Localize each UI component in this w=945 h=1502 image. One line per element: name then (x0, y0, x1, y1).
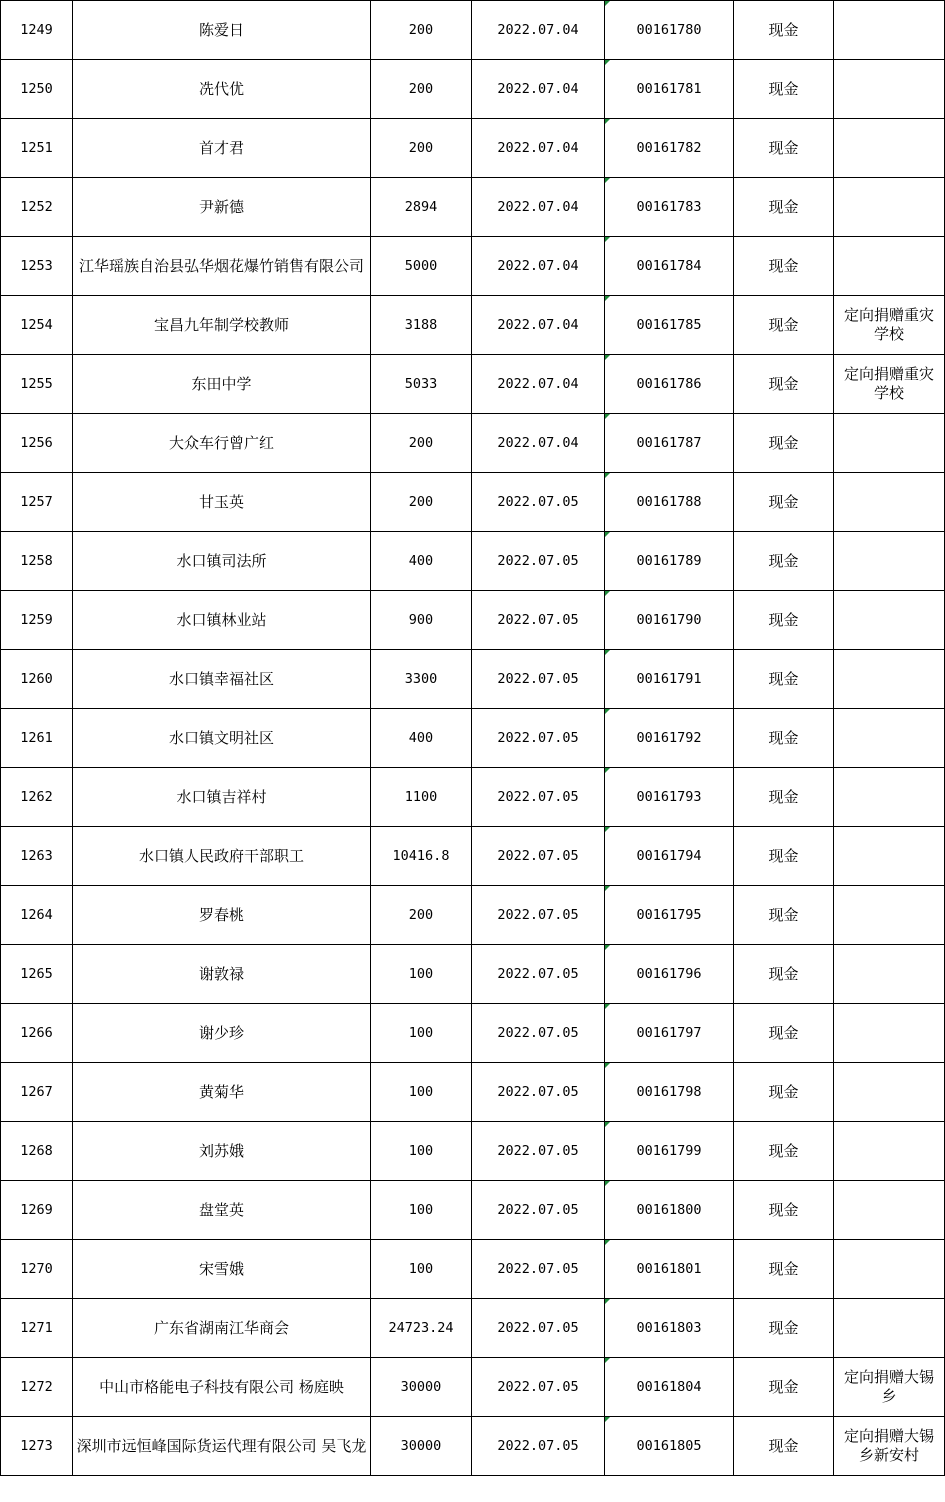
table-row (1, 1240, 945, 1299)
receipt-number-cell: 00161803 (605, 1299, 734, 1358)
donor-name-cell: 广东省湖南江华商会 (73, 1299, 371, 1358)
date-cell: 2022.07.05 (472, 768, 605, 827)
amount-cell: 200 (371, 473, 472, 532)
row-number-cell: 1267 (1, 1063, 73, 1122)
date-cell: 2022.07.05 (472, 1181, 605, 1240)
receipt-number-cell: 00161781 (605, 60, 734, 119)
amount-cell: 200 (371, 414, 472, 473)
payment-method-cell: 现金 (734, 1004, 834, 1063)
amount-cell: 30000 (371, 1358, 472, 1417)
note-cell: 定向捐赠大锡乡新安村 (834, 1417, 945, 1476)
row-number-cell: 1271 (1, 1299, 73, 1358)
table-row (1, 1181, 945, 1240)
date-cell: 2022.07.05 (472, 1004, 605, 1063)
date-cell: 2022.07.05 (472, 1063, 605, 1122)
donor-name-cell: 陈爱日 (73, 1, 371, 60)
receipt-number-cell: 00161790 (605, 591, 734, 650)
row-number-cell: 1260 (1, 650, 73, 709)
row-number-cell: 1265 (1, 945, 73, 1004)
row-number-cell: 1253 (1, 237, 73, 296)
date-cell: 2022.07.04 (472, 60, 605, 119)
amount-cell: 24723.24 (371, 1299, 472, 1358)
date-cell: 2022.07.04 (472, 296, 605, 355)
donor-name-cell: 水口镇人民政府干部职工 (73, 827, 371, 886)
amount-cell: 400 (371, 709, 472, 768)
amount-cell: 5000 (371, 237, 472, 296)
amount-cell: 2894 (371, 178, 472, 237)
note-cell (834, 1181, 945, 1240)
date-cell: 2022.07.04 (472, 355, 605, 414)
receipt-number-cell: 00161791 (605, 650, 734, 709)
donor-name-cell: 东田中学 (73, 355, 371, 414)
amount-cell: 10416.8 (371, 827, 472, 886)
note-cell (834, 1063, 945, 1122)
note-cell (834, 886, 945, 945)
donor-name-cell: 甘玉英 (73, 473, 371, 532)
amount-cell: 30000 (371, 1417, 472, 1476)
amount-cell: 200 (371, 1, 472, 60)
payment-method-cell: 现金 (734, 237, 834, 296)
date-cell: 2022.07.05 (472, 886, 605, 945)
date-cell: 2022.07.05 (472, 532, 605, 591)
receipt-number-cell: 00161784 (605, 237, 734, 296)
receipt-number-cell: 00161795 (605, 886, 734, 945)
row-number-cell: 1259 (1, 591, 73, 650)
table-row (1, 1417, 945, 1476)
donor-name-cell: 中山市格能电子科技有限公司 杨庭映 (73, 1358, 371, 1417)
date-cell: 2022.07.05 (472, 945, 605, 1004)
receipt-number-cell: 00161780 (605, 1, 734, 60)
row-number-cell: 1249 (1, 1, 73, 60)
note-cell (834, 1122, 945, 1181)
row-number-cell: 1254 (1, 296, 73, 355)
payment-method-cell: 现金 (734, 1181, 834, 1240)
donor-name-cell: 刘苏娥 (73, 1122, 371, 1181)
receipt-number-cell: 00161792 (605, 709, 734, 768)
donor-name-cell: 冼代优 (73, 60, 371, 119)
payment-method-cell: 现金 (734, 60, 834, 119)
date-cell: 2022.07.05 (472, 827, 605, 886)
row-number-cell: 1252 (1, 178, 73, 237)
date-cell: 2022.07.04 (472, 119, 605, 178)
amount-cell: 3188 (371, 296, 472, 355)
row-number-cell: 1251 (1, 119, 73, 178)
donor-name-cell: 大众车行曾广红 (73, 414, 371, 473)
receipt-number-cell: 00161798 (605, 1063, 734, 1122)
row-number-cell: 1268 (1, 1122, 73, 1181)
payment-method-cell: 现金 (734, 709, 834, 768)
amount-cell: 200 (371, 886, 472, 945)
payment-method-cell: 现金 (734, 414, 834, 473)
note-cell (834, 1240, 945, 1299)
table-row (1, 473, 945, 532)
payment-method-cell: 现金 (734, 119, 834, 178)
donor-name-cell: 黄菊华 (73, 1063, 371, 1122)
receipt-number-cell: 00161801 (605, 1240, 734, 1299)
amount-cell: 3300 (371, 650, 472, 709)
date-cell: 2022.07.05 (472, 1122, 605, 1181)
payment-method-cell: 现金 (734, 1299, 834, 1358)
note-cell (834, 1299, 945, 1358)
row-number-cell: 1256 (1, 414, 73, 473)
donor-name-cell: 宋雪娥 (73, 1240, 371, 1299)
row-number-cell: 1263 (1, 827, 73, 886)
note-cell (834, 119, 945, 178)
table-row (1, 1063, 945, 1122)
amount-cell: 400 (371, 532, 472, 591)
date-cell: 2022.07.05 (472, 1240, 605, 1299)
date-cell: 2022.07.04 (472, 1, 605, 60)
row-number-cell: 1266 (1, 1004, 73, 1063)
donor-name-cell: 水口镇幸福社区 (73, 650, 371, 709)
payment-method-cell: 现金 (734, 473, 834, 532)
note-cell (834, 473, 945, 532)
receipt-number-cell: 00161789 (605, 532, 734, 591)
table-row (1, 119, 945, 178)
table-row (1, 1004, 945, 1063)
receipt-number-cell: 00161800 (605, 1181, 734, 1240)
payment-method-cell: 现金 (734, 945, 834, 1004)
donor-name-cell: 首才君 (73, 119, 371, 178)
row-number-cell: 1261 (1, 709, 73, 768)
payment-method-cell: 现金 (734, 1358, 834, 1417)
donor-name-cell: 宝昌九年制学校教师 (73, 296, 371, 355)
note-cell (834, 768, 945, 827)
payment-method-cell: 现金 (734, 827, 834, 886)
receipt-number-cell: 00161799 (605, 1122, 734, 1181)
donor-name-cell: 罗春桃 (73, 886, 371, 945)
note-cell (834, 827, 945, 886)
amount-cell: 100 (371, 1063, 472, 1122)
row-number-cell: 1257 (1, 473, 73, 532)
note-cell (834, 591, 945, 650)
payment-method-cell: 现金 (734, 1417, 834, 1476)
donor-name-cell: 谢少珍 (73, 1004, 371, 1063)
donor-name-cell: 谢敦禄 (73, 945, 371, 1004)
note-cell (834, 945, 945, 1004)
note-cell (834, 1004, 945, 1063)
donor-name-cell: 盘堂英 (73, 1181, 371, 1240)
table-row (1, 532, 945, 591)
receipt-number-cell: 00161796 (605, 945, 734, 1004)
payment-method-cell: 现金 (734, 1, 834, 60)
donor-name-cell: 江华瑶族自治县弘华烟花爆竹销售有限公司 (73, 237, 371, 296)
table-row (1, 1358, 945, 1417)
row-number-cell: 1255 (1, 355, 73, 414)
note-cell (834, 650, 945, 709)
table-row (1, 709, 945, 768)
row-number-cell: 1273 (1, 1417, 73, 1476)
amount-cell: 900 (371, 591, 472, 650)
row-number-cell: 1258 (1, 532, 73, 591)
row-number-cell: 1269 (1, 1181, 73, 1240)
receipt-number-cell: 00161788 (605, 473, 734, 532)
donor-name-cell: 水口镇司法所 (73, 532, 371, 591)
receipt-number-cell: 00161804 (605, 1358, 734, 1417)
table-row (1, 355, 945, 414)
note-cell (834, 1, 945, 60)
payment-method-cell: 现金 (734, 1240, 834, 1299)
amount-cell: 5033 (371, 355, 472, 414)
amount-cell: 100 (371, 1004, 472, 1063)
amount-cell: 100 (371, 1181, 472, 1240)
date-cell: 2022.07.05 (472, 1417, 605, 1476)
payment-method-cell: 现金 (734, 532, 834, 591)
table-body (1, 1, 945, 1476)
note-cell (834, 178, 945, 237)
date-cell: 2022.07.05 (472, 1299, 605, 1358)
table-row (1, 60, 945, 119)
note-cell (834, 709, 945, 768)
table-row (1, 237, 945, 296)
table-row (1, 768, 945, 827)
row-number-cell: 1262 (1, 768, 73, 827)
donor-name-cell: 水口镇文明社区 (73, 709, 371, 768)
row-number-cell: 1272 (1, 1358, 73, 1417)
receipt-number-cell: 00161787 (605, 414, 734, 473)
receipt-number-cell: 00161797 (605, 1004, 734, 1063)
donor-name-cell: 水口镇林业站 (73, 591, 371, 650)
note-cell (834, 60, 945, 119)
payment-method-cell: 现金 (734, 178, 834, 237)
amount-cell: 200 (371, 60, 472, 119)
receipt-number-cell: 00161793 (605, 768, 734, 827)
amount-cell: 100 (371, 1122, 472, 1181)
date-cell: 2022.07.05 (472, 1358, 605, 1417)
donor-name-cell: 尹新德 (73, 178, 371, 237)
table-row (1, 591, 945, 650)
date-cell: 2022.07.05 (472, 709, 605, 768)
note-cell (834, 414, 945, 473)
table-row (1, 827, 945, 886)
payment-method-cell: 现金 (734, 768, 834, 827)
payment-method-cell: 现金 (734, 886, 834, 945)
table-row (1, 1299, 945, 1358)
table-row (1, 414, 945, 473)
note-cell: 定向捐赠重灾学校 (834, 296, 945, 355)
receipt-number-cell: 00161785 (605, 296, 734, 355)
donor-name-cell: 深圳市远恒峰国际货运代理有限公司 吴飞龙 (73, 1417, 371, 1476)
receipt-number-cell: 00161786 (605, 355, 734, 414)
receipt-number-cell: 00161782 (605, 119, 734, 178)
receipt-number-cell: 00161805 (605, 1417, 734, 1476)
payment-method-cell: 现金 (734, 1122, 834, 1181)
receipt-number-cell: 00161783 (605, 178, 734, 237)
amount-cell: 100 (371, 945, 472, 1004)
payment-method-cell: 现金 (734, 591, 834, 650)
table-row (1, 1122, 945, 1181)
table-row (1, 1, 945, 60)
note-cell (834, 532, 945, 591)
amount-cell: 100 (371, 1240, 472, 1299)
table-row (1, 296, 945, 355)
row-number-cell: 1270 (1, 1240, 73, 1299)
row-number-cell: 1264 (1, 886, 73, 945)
date-cell: 2022.07.05 (472, 591, 605, 650)
receipt-number-cell: 00161794 (605, 827, 734, 886)
amount-cell: 200 (371, 119, 472, 178)
note-cell: 定向捐赠重灾学校 (834, 355, 945, 414)
table-row (1, 650, 945, 709)
donor-name-cell: 水口镇吉祥村 (73, 768, 371, 827)
date-cell: 2022.07.04 (472, 178, 605, 237)
payment-method-cell: 现金 (734, 1063, 834, 1122)
table-row (1, 945, 945, 1004)
date-cell: 2022.07.04 (472, 414, 605, 473)
payment-method-cell: 现金 (734, 296, 834, 355)
payment-method-cell: 现金 (734, 355, 834, 414)
payment-method-cell: 现金 (734, 650, 834, 709)
date-cell: 2022.07.05 (472, 650, 605, 709)
row-number-cell: 1250 (1, 60, 73, 119)
date-cell: 2022.07.04 (472, 237, 605, 296)
amount-cell: 1100 (371, 768, 472, 827)
note-cell (834, 237, 945, 296)
table-row (1, 178, 945, 237)
date-cell: 2022.07.05 (472, 473, 605, 532)
table-row (1, 886, 945, 945)
note-cell: 定向捐赠大锡乡 (834, 1358, 945, 1417)
